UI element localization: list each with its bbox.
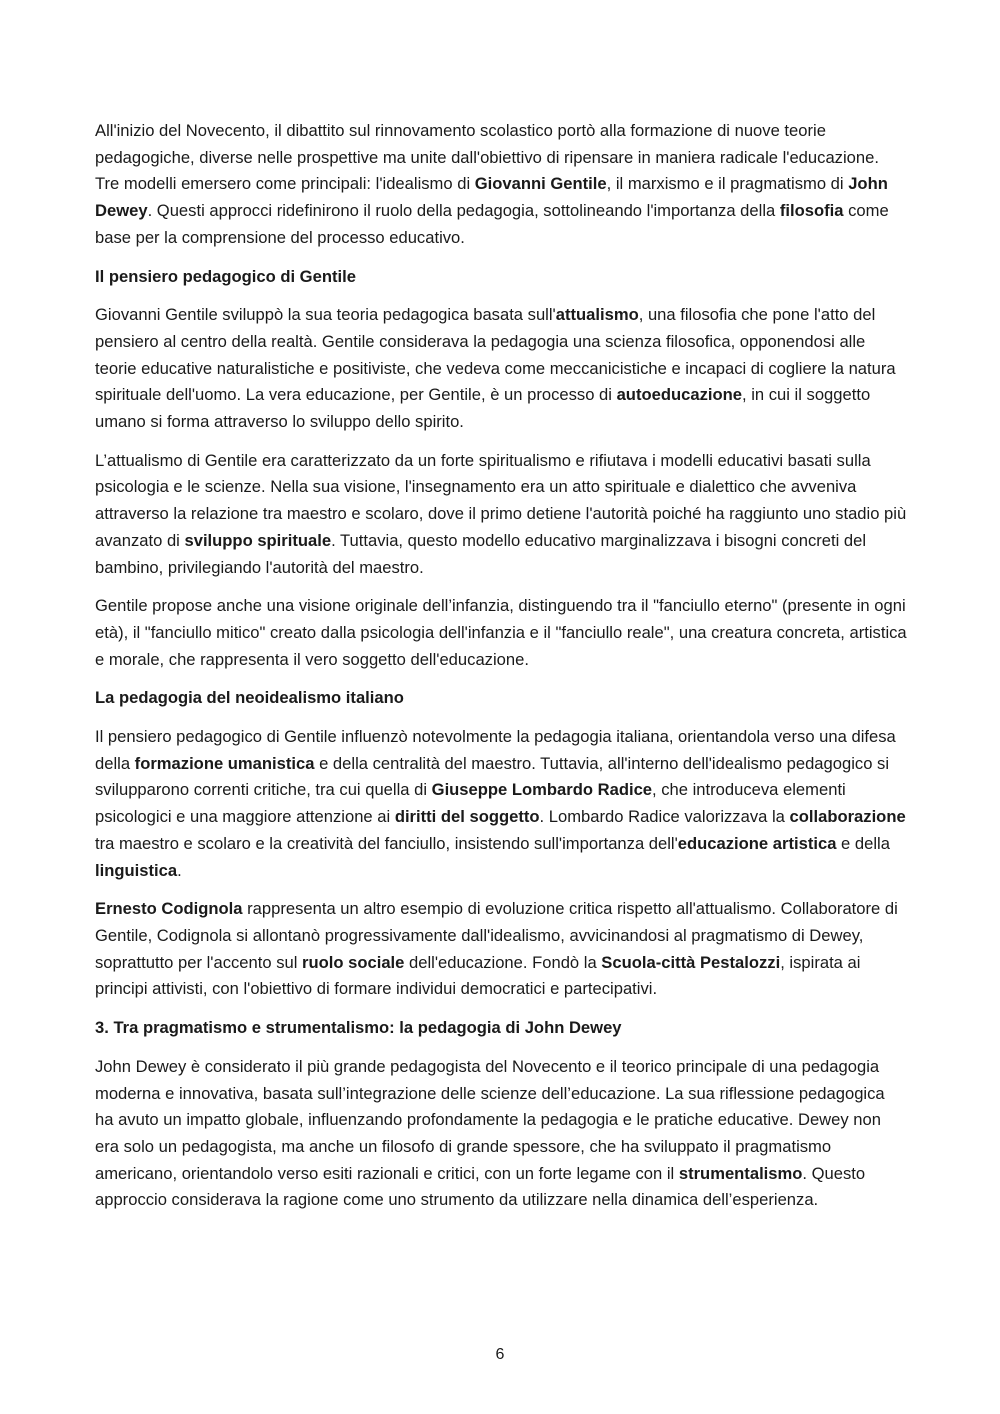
text-run: Giovanni Gentile sviluppò la sua teoria pedagogica basata sull' [95,305,556,325]
gentile-paragraph-1 [95,302,907,436]
text-run: , che introduceva elementi psicologici e una maggiore attenzione ai [95,780,846,827]
gentile-paragraph-2 [95,448,907,582]
text-run: All'inizio del Novecento, il dibattito sul rinnovamento scolastico portò alla formazione di nuove teorie pedagogiche, diverse nelle prospettive ma unite dall'obiettivo di ripensare in maniera radicale l'educazione. Tre modelli emersero come principali: l'idealismo di [95,121,879,194]
bold-term: Giuseppe Lombardo Radice [431,780,653,800]
text-run: e della [836,833,890,853]
text-run: dell'educazione. Fondò la [404,952,602,972]
bold-term: strumentalismo [678,1163,803,1183]
dewey-paragraph-1 [95,1054,907,1214]
bold-term: Giovanni Gentile [474,174,607,194]
bold-term: diritti del soggetto [394,807,540,827]
heading-gentile: Il pensiero pedagogico di Gentile [95,266,356,286]
bold-term: sviluppo spirituale [184,530,332,550]
bold-term: John Dewey [95,174,888,221]
bold-term: attualismo [555,305,639,325]
text-run: John Dewey è considerato il più grande pedagogista del Novecento e il teorico principale di una pedagogia moderna e innovativa, basata sull’integrazione delle scienze dell’educazione. La sua riflessione pedagogica ha avuto un impatto globale, influenzando profondamente la pedagogia e le pratiche educative. Dewey non era solo un pedagogista, ma anche un filosofo di grande spessore, che ha sviluppato il pragmatismo americano, orientandolo verso esiti razionali e critici, con un forte legame con il [95,1056,885,1183]
intro-paragraph [95,118,907,252]
text-run: e della centralità del maestro. Tuttavia, all'interno dell'idealismo pedagogico si svilupparono correnti critiche, tra cui quella di [95,753,890,800]
bold-term: linguistica [95,860,178,880]
text-run: . Questo approccio considerava la ragione come uno strumento da utilizzare nella dinamica dell’esperienza. [95,1163,866,1210]
document-body [95,118,907,1226]
neoidealismo-paragraph-2 [95,896,907,1003]
text-run: Gentile propose anche una visione originale dell’infanzia, distinguendo tra il "fanciullo eterno" (presente in ogni età), il "fanciullo mitico" creato dalla psicologia dell'infanzia e il "fanciullo reale", una creatura concreta, artistica e morale, che rappresenta il vero soggetto dell'educazione. [95,596,907,669]
bold-term: autoeducazione [616,385,742,405]
heading-neoidealismo: La pedagogia del neoidealismo italiano [95,688,404,708]
text-run: , in cui il soggetto umano si forma attraverso lo sviluppo dello spirito. [95,385,871,432]
bold-term: ruolo sociale [302,952,405,972]
text-run: Il pensiero pedagogico di Gentile influenzò notevolmente la pedagogia italiana, orientandola verso una difesa della [95,727,896,773]
heading-dewey: 3. Tra pragmatismo e strumentalismo: la pedagogia di John Dewey [95,1018,622,1038]
text-run: rappresenta un altro esempio di evoluzione critica rispetto all'attualismo. Collaboratore di Gentile, Codignola si allontanò progressivamente dall'idealismo, avvicinandosi al pragmatismo di Dewey, soprattutto per l'accento sul [95,899,898,972]
text-run: tra maestro e scolaro e la creatività del fanciullo, insistendo sull'importanza dell' [95,833,678,853]
bold-term: educazione artistica [677,833,837,853]
text-run: , ispirata ai principi attivisti, con l'obiettivo di formare individui democratici e partecipativi. [95,952,861,999]
page-number: 6 [495,1346,505,1363]
text-run: , il marxismo e il pragmatismo di [606,174,849,194]
neoidealismo-paragraph-1 [95,724,907,884]
text-run: . [177,860,182,880]
text-run: . Tuttavia, questo modello educativo marginalizzava i bisogni concreti del bambino, privilegiando l'autorità del maestro. [95,530,867,577]
bold-term: filosofia [779,201,844,221]
bold-term: formazione umanistica [134,753,315,773]
bold-term: Scuola-città Pestalozzi [601,952,781,972]
gentile-paragraph-3 [95,593,907,673]
text-run: , una filosofia che pone l'atto del pensiero al centro della realtà. Gentile considerava la pedagogia una scienza filosofica, opponendosi alle teorie educative naturalistiche e positiviste, che vedeva come meccanicistiche e incapaci di cogliere la natura spirituale dell'uomo. La vera educazione, per Gentile, è un processo di [95,305,896,405]
text-run: L’attualismo di Gentile era caratterizzato da un forte spiritualismo e rifiutava i modelli educativi basati sulla psicologia e le scienze. Nella sua visione, l'insegnamento era un atto spirituale e dialettico che avveniva attraverso la relazione tra maestro e scolaro, dove il primo detiene l'autorità poiché ha raggiunto uno stadio più avanzato di [95,450,907,550]
text-run: . Questi approcci ridefinirono il ruolo della pedagogia, sottolineando l'importanza della [147,201,780,221]
text-run: come base per la comprensione del processo educativo. [95,201,889,247]
bold-term: Ernesto Codignola [95,899,243,919]
bold-term: collaborazione [789,807,906,827]
text-run: . Lombardo Radice valorizzava la [539,807,790,827]
